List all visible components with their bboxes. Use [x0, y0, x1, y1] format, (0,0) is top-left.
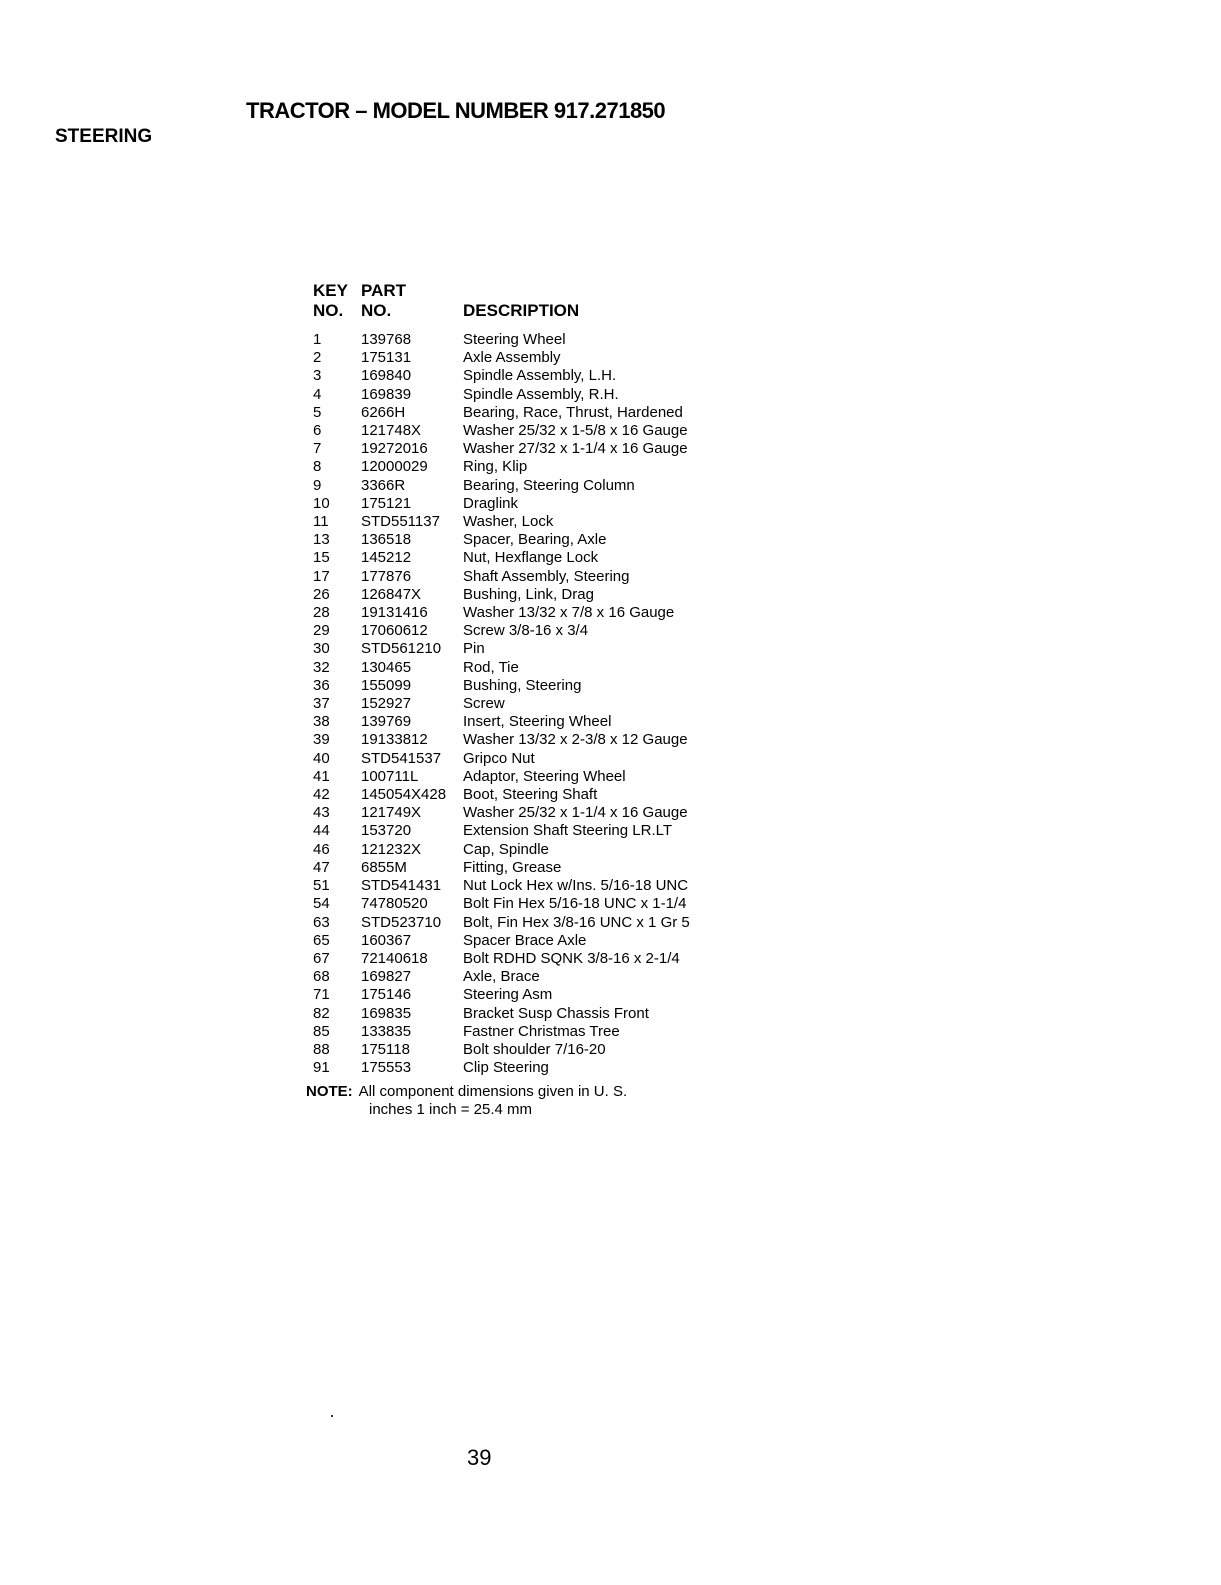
description-header: DESCRIPTION [463, 301, 580, 320]
key-no: 9 [313, 476, 322, 494]
note-line-1 [306, 1083, 627, 1101]
part-no: 74780520 [361, 895, 428, 913]
key-no: 51 [313, 877, 330, 895]
part-header-line1: PART [361, 281, 407, 300]
table-row [313, 513, 763, 531]
table-row [313, 859, 763, 877]
description: Steering Wheel [463, 331, 566, 348]
table-row [313, 841, 763, 859]
note [306, 1083, 627, 1119]
key-no: 17 [313, 567, 330, 585]
table-row [313, 986, 763, 1004]
description: Bearing, Steering Column [463, 476, 635, 494]
part-no: 19272016 [361, 440, 428, 458]
description: Extension Shaft Steering LR.LT [463, 822, 673, 840]
key-no: 39 [313, 731, 330, 749]
part-no: STD561210 [361, 640, 442, 658]
part-no: STD551137 [361, 513, 440, 531]
table-row [313, 877, 763, 895]
note-label: NOTE: [306, 1083, 353, 1100]
description: Adaptor, Steering Wheel [463, 767, 626, 785]
note-text-2: inches 1 inch = 25.4 mm [369, 1101, 533, 1118]
part-no: 126847X [361, 585, 422, 603]
part-no: 155099 [361, 676, 412, 694]
part-no: 72140618 [361, 949, 428, 967]
part-no: 12000029 [361, 458, 428, 476]
description: Screw 3/8-16 x 3/4 [463, 622, 589, 640]
description: Bushing, Steering [463, 676, 582, 694]
part-no: STD541537 [361, 749, 442, 767]
table-row [313, 586, 763, 604]
key-no: 43 [313, 804, 330, 822]
table-row [313, 932, 763, 950]
description: Draglink [463, 494, 519, 512]
key-no: 5 [313, 403, 322, 421]
description: Insert, Steering Wheel [463, 713, 612, 731]
table-row [313, 331, 763, 349]
table-row [313, 659, 763, 677]
key-no: 2 [313, 349, 322, 367]
table-row [313, 677, 763, 695]
table-row [313, 1041, 763, 1059]
part-no: 17060612 [361, 622, 428, 640]
description: Clip Steering [463, 1059, 549, 1077]
part-no: 169835 [361, 1004, 412, 1022]
key-no: 41 [313, 767, 330, 785]
description: Ring, Klip [463, 458, 528, 476]
part-no: 169827 [361, 968, 412, 986]
part-no: 6855M [361, 858, 407, 876]
table-row [313, 640, 763, 658]
table-row [313, 495, 763, 513]
part-no: 169840 [361, 367, 412, 385]
description: Fastner Christmas Tree [463, 1022, 620, 1040]
description: Bearing, Race, Thrust, Hardened [463, 403, 683, 421]
page-number: 39 [467, 1445, 492, 1470]
part-no: 175121 [361, 494, 412, 512]
part-no: 177876 [361, 567, 412, 585]
table-row [313, 786, 763, 804]
description: Washer 25/32 x 1-5/8 x 16 Gauge [463, 422, 688, 440]
description: Bolt RDHD SQNK 3/8-16 x 2-1/4 [463, 949, 680, 967]
description: Bracket Susp Chassis Front [463, 1004, 649, 1022]
key-no: 68 [313, 968, 330, 986]
description: Bolt, Fin Hex 3/8-16 UNC x 1 Gr 5 [463, 913, 690, 931]
table-row [313, 1059, 763, 1077]
key-no: 15 [313, 549, 330, 567]
part-no: 121748X [361, 422, 422, 440]
key-no: 40 [313, 749, 330, 767]
description: Bushing, Link, Drag [463, 585, 594, 603]
table-row [313, 950, 763, 968]
table-row [313, 622, 763, 640]
header-spacer [463, 281, 763, 301]
key-no: 28 [313, 604, 330, 622]
description: Axle, Brace [463, 968, 540, 986]
description: Washer 13/32 x 2-3/8 x 12 Gauge [463, 731, 688, 749]
key-no: 37 [313, 695, 330, 713]
table-row [313, 604, 763, 622]
table-row [313, 713, 763, 731]
description: Washer 13/32 x 7/8 x 16 Gauge [463, 604, 675, 622]
table-row [313, 895, 763, 913]
description: Spacer, Bearing, Axle [463, 531, 607, 549]
part-no: 6266H [361, 403, 406, 421]
section-title: STEERING [55, 126, 153, 147]
table-row [313, 477, 763, 495]
key-header-line2: NO. [313, 301, 344, 320]
key-no: 47 [313, 858, 330, 876]
key-no: 82 [313, 1004, 330, 1022]
table-row [313, 386, 763, 404]
part-no: STD523710 [361, 913, 442, 931]
key-no: 13 [313, 531, 330, 549]
scan-speck [331, 1415, 333, 1417]
table-row [313, 422, 763, 440]
key-no: 71 [313, 986, 330, 1004]
key-no: 38 [313, 713, 330, 731]
description: Screw [463, 695, 505, 713]
key-no: 32 [313, 658, 330, 676]
description: Gripco Nut [463, 749, 535, 767]
description: Washer, Lock [463, 513, 554, 531]
table-row [313, 531, 763, 549]
key-no: 85 [313, 1022, 330, 1040]
part-no: 175146 [361, 986, 412, 1004]
part-no: 136518 [361, 531, 412, 549]
key-no: 30 [313, 640, 330, 658]
table-row [313, 731, 763, 749]
table-row [313, 804, 763, 822]
key-no: 4 [313, 385, 322, 403]
key-no: 54 [313, 895, 330, 913]
key-no: 6 [313, 422, 322, 440]
part-no: 175131 [361, 349, 412, 367]
header-row-1 [313, 281, 763, 301]
description: Cap, Spindle [463, 840, 549, 858]
description: Boot, Steering Shaft [463, 786, 598, 804]
description: Spacer Brace Axle [463, 931, 587, 949]
description: Fitting, Grease [463, 858, 562, 876]
key-no: 46 [313, 840, 330, 858]
key-no: 67 [313, 949, 330, 967]
table-row [313, 349, 763, 367]
table-row [313, 695, 763, 713]
page-title: TRACTOR – MODEL NUMBER 917.271850 [246, 98, 666, 123]
part-no: 121232X [361, 840, 422, 858]
table-row [313, 549, 763, 567]
part-no: STD541431 [361, 877, 442, 895]
table-row [313, 568, 763, 586]
part-no: 169839 [361, 385, 412, 403]
table-row [313, 1023, 763, 1041]
part-no: 145212 [361, 549, 412, 567]
key-no: 44 [313, 822, 330, 840]
key-no: 36 [313, 676, 330, 694]
table-row [313, 367, 763, 385]
key-no: 11 [313, 513, 329, 531]
table-row [313, 1005, 763, 1023]
key-no: 29 [313, 622, 330, 640]
table-row [313, 768, 763, 786]
table-row [313, 914, 763, 932]
part-no: 139768 [361, 331, 412, 348]
key-no: 10 [313, 494, 330, 512]
description: Spindle Assembly, R.H. [463, 385, 619, 403]
description: Bolt shoulder 7/16-20 [463, 1040, 606, 1058]
parts-table [313, 281, 763, 1077]
key-no: 7 [313, 440, 322, 458]
description: Nut Lock Hex w/Ins. 5/16-18 UNC [463, 877, 689, 895]
part-no: 175118 [361, 1040, 410, 1058]
part-no: 121749X [361, 804, 422, 822]
description: Spindle Assembly, L.H. [463, 367, 617, 385]
key-no: 42 [313, 786, 330, 804]
part-no: 145054X428 [361, 786, 447, 804]
description: Steering Asm [463, 986, 553, 1004]
description: Rod, Tie [463, 658, 519, 676]
part-no: 153720 [361, 822, 412, 840]
description: Washer 25/32 x 1-1/4 x 16 Gauge [463, 804, 688, 822]
table-row [313, 750, 763, 768]
key-no: 1 [313, 331, 322, 348]
part-no: 175553 [361, 1059, 412, 1077]
key-no: 8 [313, 458, 322, 476]
key-no: 65 [313, 931, 330, 949]
description: Washer 27/32 x 1-1/4 x 16 Gauge [463, 440, 688, 458]
description: Nut, Hexflange Lock [463, 549, 599, 567]
parts-body [313, 331, 763, 1077]
part-no: 3366R [361, 476, 406, 494]
key-no: 88 [313, 1040, 330, 1058]
description: Bolt Fin Hex 5/16-18 UNC x 1-1/4 [463, 895, 687, 913]
table-row [313, 404, 763, 422]
description: Axle Assembly [463, 349, 561, 367]
part-no: 19131416 [361, 604, 428, 622]
part-no: 130465 [361, 658, 412, 676]
header-row-2 [313, 301, 763, 331]
part-no: 160367 [361, 931, 412, 949]
note-text-1: All component dimensions given in U. S. [358, 1083, 628, 1100]
part-no: 133835 [361, 1022, 412, 1040]
part-no: 139769 [361, 713, 412, 731]
description: Pin [463, 640, 485, 658]
part-no: 100711L [361, 767, 419, 785]
key-no: 91 [313, 1059, 330, 1077]
key-header-line1: KEY [313, 281, 348, 300]
key-no: 63 [313, 913, 330, 931]
key-no: 3 [313, 367, 322, 385]
part-no: 152927 [361, 695, 412, 713]
table-row [313, 822, 763, 840]
table-row [313, 440, 763, 458]
table-row [313, 968, 763, 986]
part-no: 19133812 [361, 731, 428, 749]
table-row [313, 458, 763, 476]
part-header-line2: NO. [361, 301, 392, 320]
description: Shaft Assembly, Steering [463, 567, 630, 585]
key-no: 26 [313, 585, 330, 603]
